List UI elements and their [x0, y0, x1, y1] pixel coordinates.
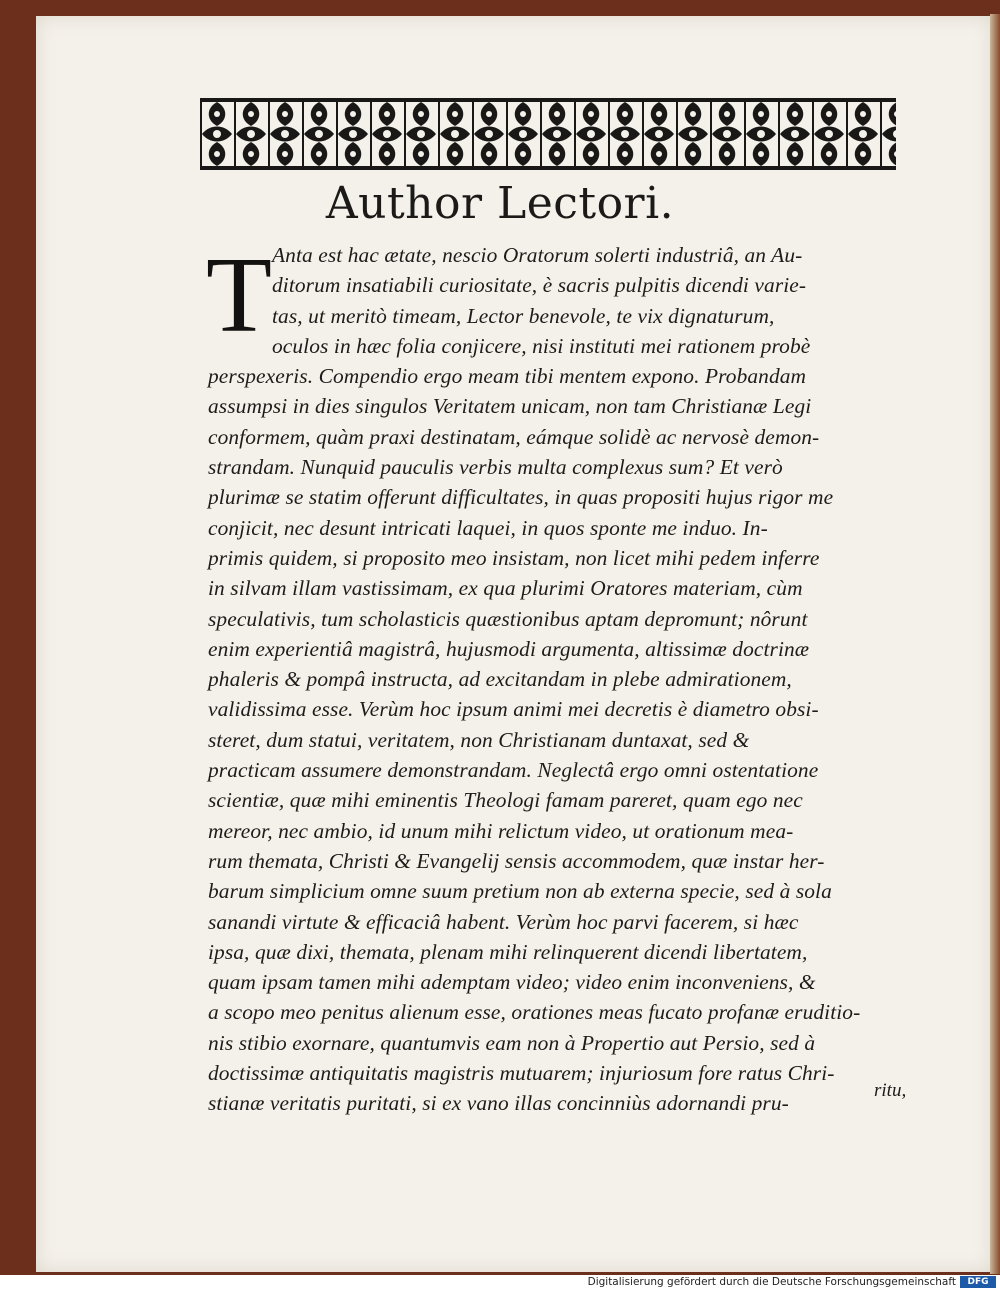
ornament-band — [200, 98, 896, 170]
text-line: stianæ veritatis puritati, si ex vano illas concinniùs adornandi pru- — [208, 1091, 789, 1116]
text-line: conformem, quàm praxi destinatam, eámque solidè ac nervosè demon- — [208, 424, 820, 449]
text-line: validissima esse. Verùm hoc ipsum animi mei decretis è diametro obsi- — [208, 697, 819, 722]
text-line: a scopo meo penitus alienum esse, orationes meas fucato profanæ eruditio- — [208, 1000, 861, 1025]
text-line: practicam assumere demonstrandam. Neglectâ ergo omni ostentatione — [208, 758, 819, 783]
text-line: assumpsi in dies singulos Veritatem unicam, non tam Christianæ Legi — [208, 394, 812, 419]
text-line: phaleris & pompâ instructa, ad excitandam in plebe admirationem, — [208, 667, 792, 692]
drop-cap: T — [206, 236, 272, 355]
text-line: steret, dum statui, veritatem, non Christianam duntaxat, sed & — [208, 727, 750, 752]
digitization-footer — [0, 1275, 1000, 1289]
text-line: conjicit, nec desunt intricati laquei, in quos sponte me induo. In- — [208, 515, 768, 540]
footer-credit: Digitalisierung gefördert durch die Deutsche Forschungsgemeinschaft — [587, 1276, 956, 1288]
text-line: tas, ut meritò timeam, Lector benevole, te vix dignaturum, — [272, 303, 775, 328]
text-line: doctissimæ antiquitatis magistris mutuarem; injuriosum fore ratus Chri- — [208, 1061, 835, 1086]
text-line: in silvam illam vastissimam, ex qua plurimi Oratores materiam, cùm — [208, 576, 803, 601]
text-line: quam ipsam tamen mihi ademptam video; video enim inconveniens, & — [208, 970, 816, 995]
text-line: speculativis, tum scholasticis quæstionibus aptam depromunt; nôrunt — [208, 606, 808, 631]
text-line: nis stibio exornare, quantumvis eam non à Propertio aut Persio, sed à — [208, 1030, 816, 1055]
text-line: ditorum insatiabili curiositate, è sacris pulpitis dicendi varie- — [272, 273, 807, 298]
text-line: enim experientiâ magistrâ, hujusmodi argumenta, altissimæ doctrinæ — [208, 636, 810, 661]
dfg-logo: DFG — [960, 1276, 996, 1288]
body-text — [206, 236, 938, 1119]
text-line: Anta est hac ætate, nescio Oratorum solerti industriâ, an Au- — [272, 243, 803, 267]
text-line: ipsa, quæ dixi, themata, plenam mihi relinquerent dicendi libertatem, — [208, 939, 808, 964]
text-line: oculos in hæc folia conjicere, nisi instituti mei rationem probè — [272, 333, 811, 358]
text-line: strandam. Nunquid pauculis verbis multa complexus sum? Et verò — [208, 455, 783, 480]
text-line: mereor, nec ambio, id unum mihi relictum video, ut orationum mea- — [208, 818, 794, 843]
text-line: barum simplicium omne suum pretium non ab externa specie, sed à sola — [208, 879, 832, 904]
page-title: Author Lectori. — [325, 178, 675, 229]
text-line: rum themata, Christi & Evangelij sensis accommodem, quæ instar her- — [208, 848, 825, 873]
text-line: scientiæ, quæ mihi eminentis Theologi famam pareret, quam ego nec — [208, 788, 803, 813]
text-line: plurimæ se statim offerunt difficultates, in quas propositi hujus rigor me — [208, 485, 834, 510]
text-line: sanandi virtute & efficaciâ habent. Verùm hoc parvi facerem, si hæc — [208, 909, 799, 934]
text-line: primis quidem, si proposito meo insistam, non licet mihi pedem inferre — [208, 545, 820, 570]
text-line: perspexeris. Compendio ergo meam tibi mentem expono. Probandam — [208, 364, 807, 389]
catchword: ritu, — [874, 1080, 907, 1101]
